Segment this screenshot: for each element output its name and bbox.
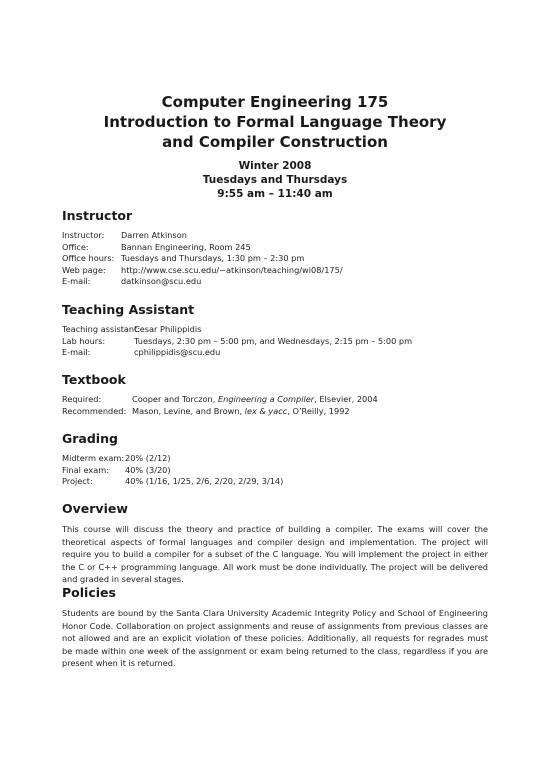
ta-name-key: Teaching assistant:: [62, 324, 141, 334]
required-key: Required:: [62, 394, 102, 404]
midterm-key: Midterm exam:: [62, 453, 125, 463]
lab-hours-row: [62, 336, 488, 348]
instructor-key: Instructor:: [62, 230, 105, 240]
policies-paragraph: Students are bound by the Santa Clara University Academic Integrity Policy and School of Engineering Honor Code. Collaboration on project assignments and reuse of assignments from previous classes are not allowed and are an explicit violation of these policies. Additionally, all requests for regrades must be made within one week of the assignment or exam being returned to the class, regardless if you are present when it is returned.: [62, 608, 488, 669]
office-key: Office:: [62, 241, 89, 252]
web-page-key: Web page:: [62, 264, 106, 275]
instructor-email-key: E-mail:: [62, 276, 91, 287]
midterm-row: [62, 453, 488, 465]
final-value: 40% (3/20): [125, 464, 171, 475]
required-book-title: Engineering a Compiler: [217, 394, 315, 404]
office-hours-row: [62, 253, 488, 265]
lab-hours-key: Lab hours:: [62, 335, 106, 346]
midterm-value: 20% (2/12): [125, 453, 171, 463]
instructor-section: [62, 208, 488, 288]
recommended-textbook-value: [132, 406, 488, 418]
instructor-heading: Instructor: [62, 208, 133, 223]
office-value: Bannan Engineering, Room 245: [121, 241, 251, 252]
ta-name-row: [62, 324, 488, 336]
final-key: Final exam:: [62, 464, 109, 475]
web-page-row: [62, 265, 488, 277]
overview-heading: Overview: [62, 501, 128, 516]
recommended-authors: Mason, Levine, and Brown,: [132, 405, 245, 416]
instructor-value: Darren Atkinson: [121, 230, 187, 240]
project-value: 40% (1/16, 1/25, 2/6, 2/20, 2/29, 3/14): [125, 476, 284, 487]
overview-section: [62, 501, 488, 586]
recommended-publisher: , O’Reilly, 1992: [287, 405, 350, 416]
textbook-heading: Textbook: [62, 372, 126, 387]
recommended-key: Recommended:: [62, 405, 127, 416]
required-textbook-value: [132, 394, 488, 406]
ta-section: [62, 302, 488, 359]
grading-section: [62, 431, 488, 488]
final-row: [62, 465, 488, 477]
instructor-email-row: [62, 276, 488, 288]
web-page-link[interactable]: http://www.cse.scu.edu/∼atkinson/teaching/wi08/175/: [121, 264, 343, 275]
ta-heading: Teaching Assistant: [62, 302, 195, 317]
instructor-email-link[interactable]: datkinson@scu.edu: [121, 276, 202, 287]
recommended-book-title: lex & yacc: [244, 405, 288, 416]
required-authors: Cooper and Torczon,: [132, 394, 218, 404]
course-term: Winter 2008: [238, 160, 312, 172]
ta-email-link[interactable]: cphilippidis@scu.edu: [134, 347, 221, 358]
lab-hours-value: Tuesdays, 2:30 pm – 5:00 pm, and Wednesdays, 2:15 pm – 5:00 pm: [134, 335, 413, 346]
policies-heading: Policies: [62, 585, 116, 600]
instructor-row: [62, 230, 488, 242]
grading-heading: Grading: [62, 431, 118, 446]
course-title-block: [62, 92, 488, 201]
course-number-title: Computer Engineering 175: [161, 93, 389, 111]
project-row: [62, 476, 488, 488]
course-days: Tuesdays and Thursdays: [202, 174, 348, 186]
office-row: [62, 242, 488, 254]
course-name-title-line-1: Introduction to Formal Language Theory: [103, 113, 447, 131]
overview-paragraph: This course will discuss the theory and practice of building a compiler. The exams will cover the theoretical aspects of formal languages and compiler design and implementation. The project will require you to build a compiler for a subset of the C language. You will implement the project in either the C or C++ programming language. All work must be done individually. The project will be delivered and graded in several stages.: [62, 524, 488, 585]
office-hours-key: Office hours:: [62, 253, 115, 264]
project-key: Project:: [62, 476, 93, 487]
policies-section: [62, 585, 488, 670]
required-publisher: , Elsevier, 2004: [314, 394, 378, 404]
recommended-textbook-row: [62, 406, 488, 418]
ta-email-row: [62, 347, 488, 359]
ta-name-value: Cesar Philippidis: [134, 324, 202, 334]
textbook-section: [62, 372, 488, 417]
office-hours-value: Tuesdays and Thursdays, 1:30 pm – 2:30 pm: [121, 253, 305, 264]
required-textbook-row: [62, 394, 488, 406]
course-time: 9:55 am – 11:40 am: [217, 188, 333, 200]
ta-email-key: E-mail:: [62, 347, 91, 358]
course-name-title-line-2: and Compiler Construction: [162, 133, 388, 151]
